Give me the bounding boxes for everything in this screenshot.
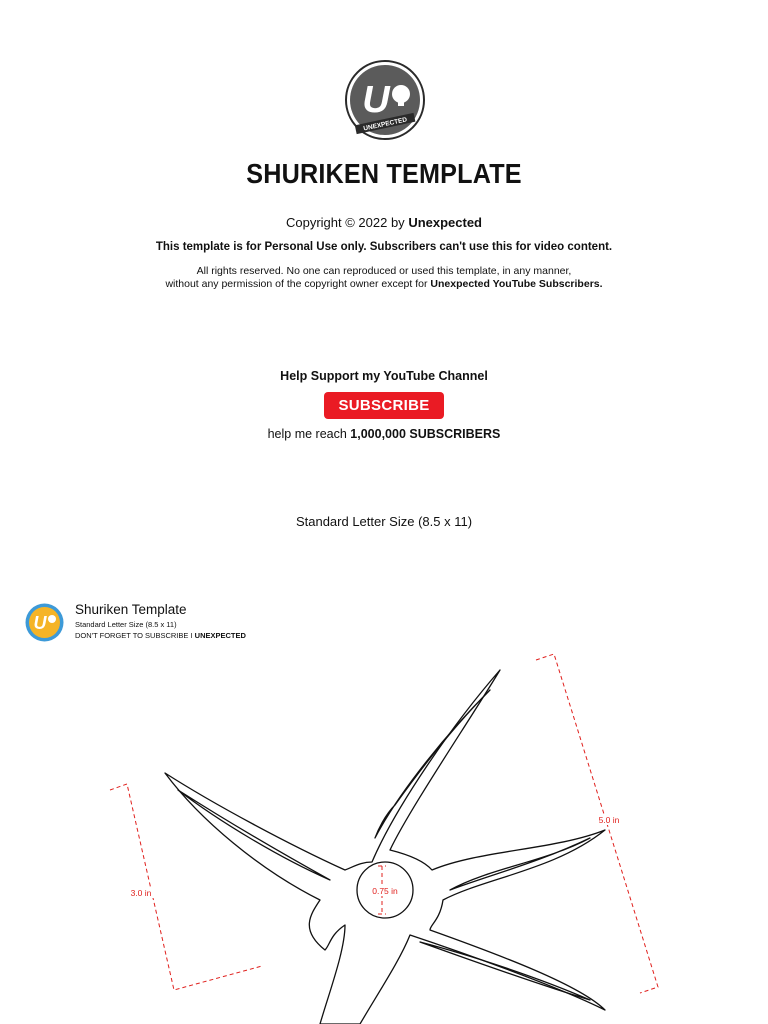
reminder-prefix: DON'T FORGET TO SUBSCRIBE I [75, 631, 195, 640]
copyright-owner: Unexpected [408, 215, 483, 230]
subscribe-button[interactable]: SUBSCRIBE [324, 392, 444, 419]
blade-inner-top [375, 690, 490, 838]
rights-reserved [0, 265, 768, 291]
unexpected-logo [345, 60, 425, 140]
copyright-prefix: Copyright © 2022 by [285, 215, 409, 230]
rights-line-2-prefix: without any permission of the copyright owner except for [165, 278, 431, 290]
dimension-overall-label: 5.0 in [598, 815, 620, 825]
shuriken-template-drawing [0, 640, 768, 1024]
dimension-hole-label: 0.75 in [372, 886, 398, 896]
rights-line-2 [0, 278, 768, 291]
subscriber-goal [0, 427, 768, 441]
personal-use-notice: This template is for Personal Use only. Subscribers can't use this for video content. [155, 241, 613, 253]
reach-goal: 1,000,000 SUBSCRIBERS [350, 427, 501, 441]
unexpected-logo-small [25, 603, 64, 642]
support-heading: Help Support my YouTube Channel [280, 369, 488, 383]
logo-letter: U [362, 79, 390, 121]
template-header-size: Standard Letter Size (8.5 x 11) [75, 620, 177, 629]
template-header-title: Shuriken Template [75, 602, 187, 617]
template-header-reminder [75, 631, 246, 640]
blade-inner-left [178, 790, 330, 880]
reminder-brand: UNEXPECTED [194, 631, 246, 640]
copyright-line [0, 215, 768, 230]
logo-small-letter: U [33, 613, 47, 633]
reach-prefix: help me reach [267, 427, 351, 441]
logo-brand-text: UNEXPECTED [362, 116, 408, 133]
rights-line-2-bold: Unexpected YouTube Subscribers. [430, 278, 603, 290]
blade-inner-right [450, 838, 590, 890]
shuriken-outline [165, 670, 605, 1024]
rights-line-1: All rights reserved. No one can reproduced or used this template, in any manner, [196, 265, 572, 277]
page-title: SHURIKEN TEMPLATE [246, 158, 522, 189]
paper-size-note: Standard Letter Size (8.5 x 11) [295, 514, 473, 529]
dimension-blade-label: 3.0 in [130, 888, 152, 898]
